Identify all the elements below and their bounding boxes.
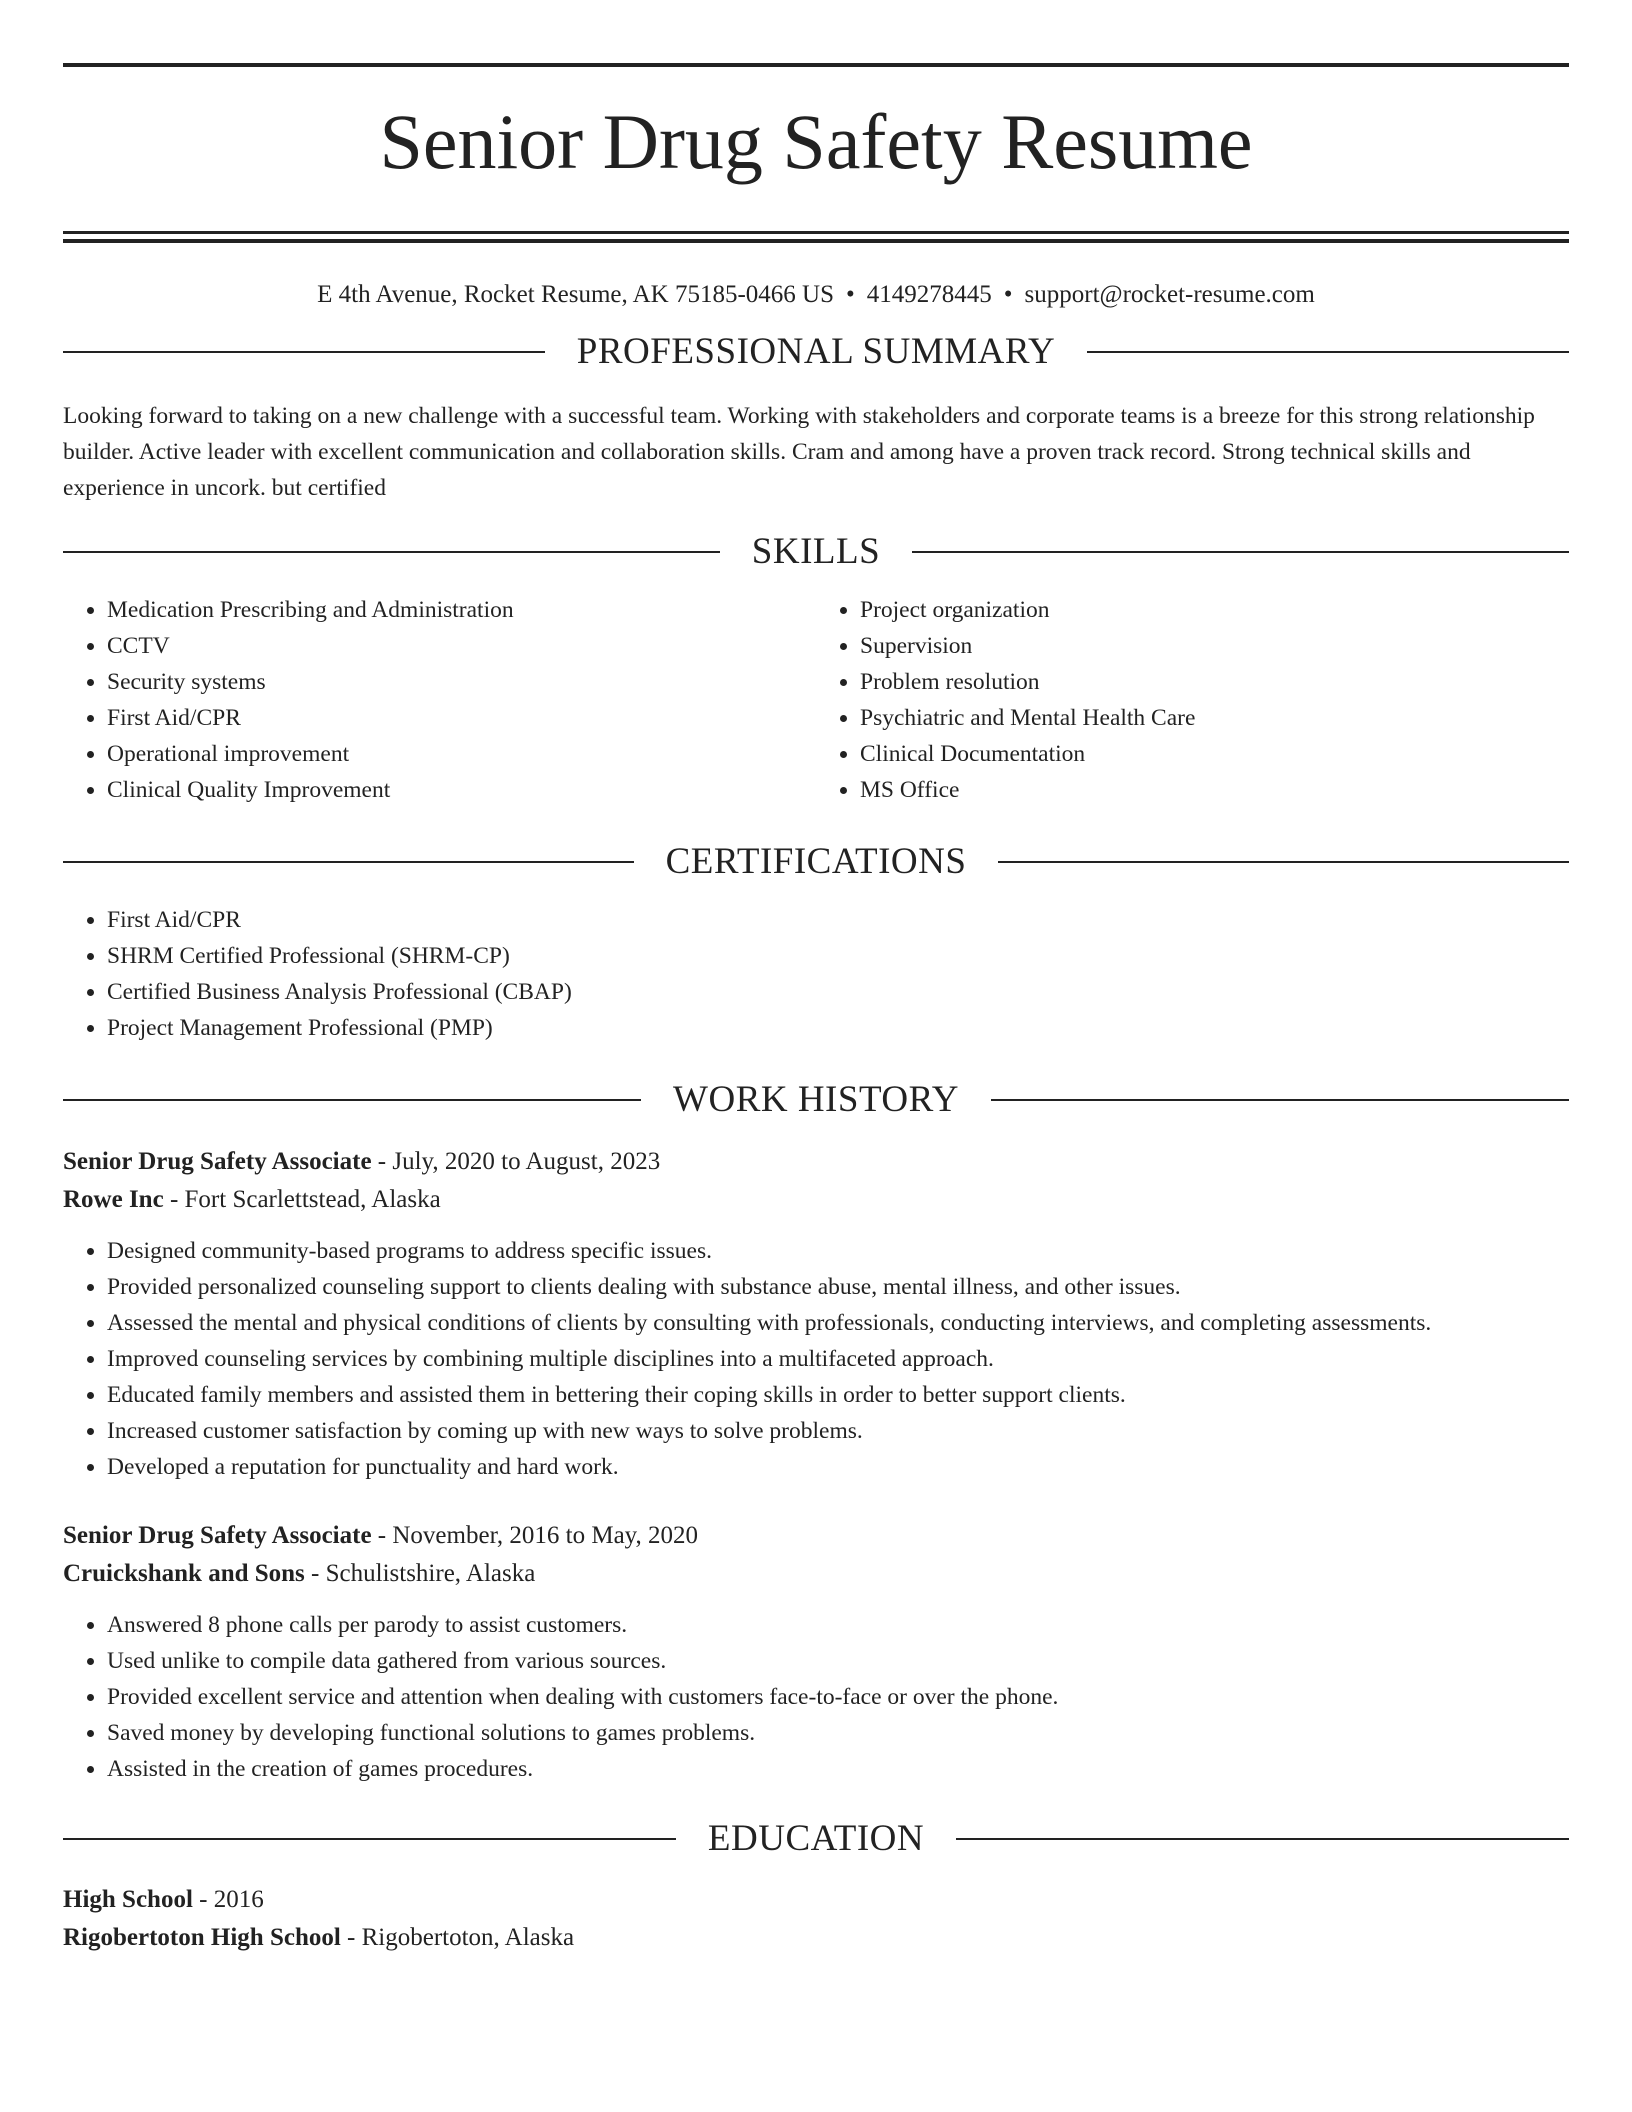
- job-bullet: • Saved money by developing functional solutions to games problems.: [107, 1715, 1569, 1751]
- skill-item: • Security systems: [107, 664, 816, 700]
- heading-rule-left: [63, 1099, 641, 1101]
- contact-phone: 4149278445: [866, 281, 992, 308]
- job-title: Senior Drug Safety Associate: [63, 1522, 372, 1549]
- summary-text: Looking forward to taking on a new challenge with a successful team. Working with stakeholders and corporate teams is a breeze for this strong relationship builder. Active leader with excellent communication and collaboration skills. Cram and among have a proven track record. Strong technical skills and experience in uncork. but certified: [63, 403, 1535, 501]
- education-school-line: [63, 1919, 1569, 1957]
- heading-rule-left: [63, 1838, 676, 1840]
- summary-heading: PROFESSIONAL SUMMARY: [576, 331, 1056, 372]
- skill-item: • MS Office: [860, 772, 1569, 808]
- resume-title: Senior Drug Safety Resume: [379, 98, 1253, 185]
- education-heading: EDUCATION: [707, 1818, 925, 1859]
- heading-rule-right: [912, 551, 1569, 553]
- job-bullet: • Assessed the mental and physical conditions of clients by consulting with professionals, conducting interviews, and completing assessments.: [107, 1305, 1569, 1341]
- summary-heading-row: [63, 333, 1569, 370]
- job-location: - Fort Scarlettstead, Alaska: [163, 1186, 441, 1213]
- skills-heading-row: [63, 533, 1569, 570]
- education-year: - 2016: [192, 1886, 264, 1913]
- heading-rule-right: [1087, 351, 1569, 353]
- skill-item: • Operational improvement: [107, 736, 816, 772]
- job-bullet: • Answered 8 phone calls per parody to assist customers.: [107, 1607, 1569, 1643]
- education-section: [63, 1820, 1569, 1957]
- job-bullet: • Designed community-based programs to address specific issues.: [107, 1233, 1569, 1269]
- heading-rule-right: [998, 861, 1569, 863]
- job-dates: - July, 2020 to August, 2023: [371, 1148, 661, 1175]
- education-heading-row: [63, 1820, 1569, 1857]
- job-bullet: • Educated family members and assisted them in bettering their coping skills in order to better support clients.: [107, 1377, 1569, 1413]
- heading-rule-left: [63, 551, 720, 553]
- job-bullet: • Provided personalized counseling support to clients dealing with substance abuse, mental illness, and other issues.: [107, 1269, 1569, 1305]
- job-company-line: [63, 1555, 1569, 1593]
- job-title-line: [63, 1143, 1569, 1181]
- work-heading-row: [63, 1081, 1569, 1118]
- job-bullet: • Improved counseling services by combining multiple disciplines into a multifaceted approach.: [107, 1341, 1569, 1377]
- education-location: - Rigobertoton, Alaska: [340, 1924, 575, 1951]
- skills-section: [63, 533, 1569, 808]
- job-title-line: [63, 1517, 1569, 1555]
- skill-item: • Clinical Quality Improvement: [107, 772, 816, 808]
- top-rule: [63, 63, 1569, 67]
- job-bullet: • Used unlike to compile data gathered from various sources.: [107, 1643, 1569, 1679]
- contact-separator: •: [846, 281, 855, 308]
- heading-rule-right: [991, 1099, 1569, 1101]
- contact-email: support@rocket-resume.com: [1024, 281, 1315, 308]
- contact-line: [63, 277, 1569, 313]
- job-bullet: • Increased customer satisfaction by coming up with new ways to solve problems.: [107, 1413, 1569, 1449]
- contact-address: E 4th Avenue, Rocket Resume, AK 75185-0466 US: [317, 281, 835, 308]
- job-bullets: [63, 1233, 1569, 1485]
- job-company: Rowe Inc: [63, 1186, 164, 1213]
- skill-item: • Medication Prescribing and Administration: [107, 592, 816, 628]
- education-school: Rigobertoton High School: [63, 1924, 341, 1951]
- job-bullet: • Provided excellent service and attention when dealing with customers face-to-face or over the phone.: [107, 1679, 1569, 1715]
- certifications-list: [63, 902, 1569, 1046]
- skill-item: • First Aid/CPR: [107, 700, 816, 736]
- education-degree-line: [63, 1881, 1569, 1919]
- heading-rule-left: [63, 861, 634, 863]
- skill-item: • CCTV: [107, 628, 816, 664]
- job-company: Cruickshank and Sons: [63, 1560, 305, 1587]
- job-location: - Schulistshire, Alaska: [304, 1560, 536, 1587]
- certification-item: • SHRM Certified Professional (SHRM-CP): [107, 938, 1569, 974]
- skill-item: • Psychiatric and Mental Health Care: [860, 700, 1569, 736]
- title-double-rule: [63, 231, 1569, 243]
- job-bullet: • Developed a reputation for punctuality and hard work.: [107, 1449, 1569, 1485]
- job-entry: [63, 1517, 1569, 1787]
- work-history-section: [63, 1081, 1569, 1118]
- certifications-section: [63, 843, 1569, 1046]
- certifications-heading: CERTIFICATIONS: [665, 841, 967, 882]
- certification-item: • Project Management Professional (PMP): [107, 1010, 1569, 1046]
- certifications-heading-row: [63, 843, 1569, 880]
- work-heading: WORK HISTORY: [673, 1079, 959, 1120]
- contact-separator: •: [1003, 281, 1013, 308]
- education-entry: [63, 1881, 1569, 1957]
- summary-section: [63, 333, 1569, 506]
- job-bullet: • Assisted in the creation of games procedures.: [107, 1751, 1569, 1787]
- skill-item: • Problem resolution: [860, 664, 1569, 700]
- skill-item: • Clinical Documentation: [860, 736, 1569, 772]
- heading-rule-right: [956, 1838, 1569, 1840]
- job-bullets: [63, 1607, 1569, 1787]
- skills-list-left: [63, 592, 816, 808]
- skill-item: • Supervision: [860, 628, 1569, 664]
- certification-item: • First Aid/CPR: [107, 902, 1569, 938]
- certification-item: • Certified Business Analysis Professional (CBAP): [107, 974, 1569, 1010]
- skills-grid: [63, 592, 1569, 808]
- skills-heading: SKILLS: [751, 531, 881, 572]
- job-company-line: [63, 1181, 1569, 1219]
- heading-rule-left: [63, 351, 545, 353]
- education-degree: High School: [63, 1886, 193, 1913]
- skills-list-right: [816, 592, 1569, 808]
- job-dates: - November, 2016 to May, 2020: [371, 1522, 699, 1549]
- job-title: Senior Drug Safety Associate: [63, 1148, 372, 1175]
- job-entry: [63, 1143, 1569, 1485]
- skill-item: • Project organization: [860, 592, 1569, 628]
